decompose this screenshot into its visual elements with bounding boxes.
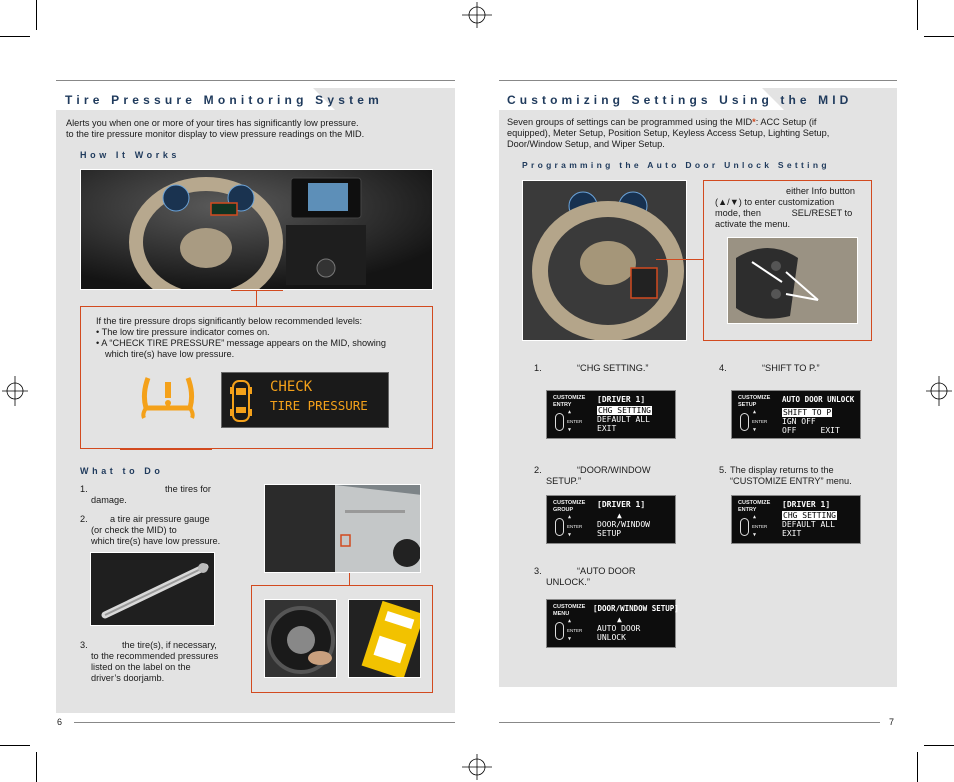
mid-line-check: CHECK	[270, 379, 313, 395]
dashboard-photo	[80, 169, 433, 290]
callout-bullet-2b: which tire(s) have low pressure.	[105, 349, 235, 359]
right-page-panel	[499, 88, 897, 687]
car-door-photo	[264, 484, 421, 573]
right-step2-text-b: SETUP.”	[546, 476, 582, 486]
steering-wheel-photo	[522, 180, 687, 341]
left-page-title: Tire Pressure Monitoring System	[65, 93, 384, 107]
step3-text-c: listed on the label on the	[91, 662, 191, 672]
right-step3-text-b: UNLOCK.”	[546, 577, 590, 587]
up-arrow-icon: ▲	[568, 618, 572, 624]
screen-label: CUSTOMIZE SETUP	[738, 395, 771, 408]
enter-label: ENTER	[567, 628, 583, 633]
right-step5-text-a: The display returns to the	[730, 465, 834, 475]
tire-gauge-photo	[90, 552, 215, 626]
screen-line-1: [DRIVER 1]	[597, 395, 646, 404]
mid-screen-5	[731, 495, 861, 544]
step3-text-a: the tire(s), if necessary,	[122, 640, 217, 650]
page-number-right: 7	[889, 717, 895, 727]
screen-label: CUSTOMIZE MENU	[553, 604, 586, 617]
screen-line-3: IGN OFF	[782, 417, 816, 426]
mid-tire-display	[221, 372, 389, 428]
enter-label: ENTER	[752, 524, 768, 529]
screen-label: CUSTOMIZE GROUP	[553, 500, 586, 513]
mid-screen-1	[546, 390, 676, 439]
right-step5-number: 5.	[719, 465, 727, 475]
up-arrow-icon: ▲	[568, 409, 572, 415]
screen-label: CUSTOMIZE ENTRY	[738, 500, 771, 513]
right-intro-1	[507, 117, 816, 128]
screen-line-4: OFF EXIT	[782, 426, 840, 435]
right-intro-3: Door/Window Setup, and Wiper Setup.	[507, 139, 665, 149]
right-page-title: Customizing Settings Using the MID	[507, 93, 853, 107]
buttons-closeup-illustration	[728, 238, 858, 324]
callout-bullet-2a: • A “CHECK TIRE PRESSURE” message appears on the MID, showing	[96, 338, 387, 348]
right-step1-text: “CHG SETTING.”	[577, 363, 649, 373]
inflating-tire-photo	[264, 599, 337, 678]
right-step1-number: 1.	[534, 363, 542, 373]
screen-line-2: ▲	[617, 511, 622, 520]
down-arrow-icon: ▼	[568, 532, 572, 538]
callout-line-1: either Info button	[786, 186, 855, 196]
right-intro-2: equipped), Meter Setup, Position Setup, Keyless Access Setup, Lighting Setup,	[507, 128, 830, 138]
up-arrow-icon: ▲	[753, 409, 757, 415]
registration-mark-top	[458, 0, 496, 30]
registration-mark-right	[924, 372, 954, 410]
screen-line-3: DEFAULT ALL	[782, 520, 835, 529]
screen-line-4: UNLOCK	[597, 633, 626, 642]
enter-knob-icon	[740, 518, 749, 536]
step3-text-b: to the recommended pressures	[91, 651, 219, 661]
mid-screen-4	[731, 390, 861, 439]
callout-line-2: (▲/▼) to enter customization	[715, 197, 835, 207]
mid-line-tire-pressure: TIRE PRESSURE	[270, 398, 368, 413]
steering-wheel-illustration	[523, 181, 687, 341]
dashboard-illustration	[81, 170, 433, 290]
callout-line-3: mode, then SEL/RESET to	[715, 208, 853, 218]
car-door-illustration	[265, 485, 421, 573]
registration-mark-left	[0, 372, 30, 410]
screen-line-2-selected: SHIFT TO P	[783, 408, 832, 417]
page-number-left: 6	[57, 717, 63, 727]
enter-label: ENTER	[752, 419, 768, 424]
screen-line-2: ▲	[617, 615, 622, 624]
up-arrow-icon: ▲	[568, 514, 572, 520]
left-intro-1: Alerts you when one or more of your tires has significantly low pressure.	[66, 118, 359, 128]
what-to-do-heading: What to Do	[80, 466, 164, 476]
right-step5-text-b: “CUSTOMIZE ENTRY” menu.	[730, 476, 852, 486]
enter-knob-icon	[740, 413, 749, 431]
tire-inflate-illustration	[265, 600, 337, 678]
down-arrow-icon: ▼	[753, 427, 757, 433]
screen-line-2-selected: CHG SETTING	[598, 406, 651, 415]
doorjamb-label-photo	[348, 599, 421, 678]
programming-heading: Programming the Auto Door Unlock Setting	[522, 160, 830, 170]
enter-label: ENTER	[567, 419, 583, 424]
callout-line-4: activate the menu.	[715, 219, 791, 229]
asterisk-mark: *	[752, 117, 756, 127]
screen-line-4: EXIT	[597, 424, 617, 433]
down-arrow-icon: ▼	[568, 427, 572, 433]
callout-bullet-1: • The low tire pressure indicator comes on.	[96, 327, 270, 337]
how-it-works-heading: How It Works	[80, 150, 181, 160]
step2-text-b: (or check the MID) to	[91, 525, 177, 535]
screen-line-1: [DRIVER 1]	[597, 500, 646, 509]
screen-line-3: DOOR/WINDOW	[597, 520, 650, 529]
right-intro-1b: : ACC Setup (if	[755, 117, 817, 127]
screen-label: CUSTOMIZE ENTRY	[553, 395, 586, 408]
enter-knob-icon	[555, 413, 564, 431]
screen-line-3: AUTO DOOR	[597, 624, 641, 633]
door-label-illustration	[349, 600, 421, 678]
enter-knob-icon	[555, 622, 564, 640]
callout-intro: If the tire pressure drops significantly below recommended levels:	[96, 316, 363, 326]
right-step4-text: “SHIFT TO P.”	[762, 363, 820, 373]
step2-text-c: which tire(s) have low pressure.	[91, 536, 221, 546]
tire-gauge-illustration	[91, 553, 215, 626]
right-step3-text-a: “AUTO DOOR	[577, 566, 636, 576]
step1-number: 1.	[80, 484, 88, 494]
mid-screen-3	[546, 599, 679, 648]
enter-knob-icon	[555, 518, 564, 536]
car-top-view-icon	[230, 379, 252, 423]
step2-text-a: a tire air pressure gauge	[110, 514, 210, 524]
right-step3-number: 3.	[534, 566, 542, 576]
down-arrow-icon: ▼	[753, 532, 757, 538]
step1-text-a: the tires for	[165, 484, 211, 494]
down-arrow-icon: ▼	[568, 636, 572, 642]
screen-line-1: AUTO DOOR UNLOCK	[782, 395, 855, 404]
screen-line-4: EXIT	[782, 529, 802, 538]
screen-line-4: SETUP	[597, 529, 622, 538]
screen-line-1: [DOOR/WINDOW SETUP]	[593, 604, 679, 613]
step1-text-b: damage.	[91, 495, 127, 505]
step2-number: 2.	[80, 514, 88, 524]
right-intro-1a: Seven groups of settings can be programmed using the MID	[507, 117, 753, 127]
screen-line-3: DEFAULT ALL	[597, 415, 650, 424]
tpms-warning-icon	[138, 370, 198, 422]
step3-text-d: driver’s doorjamb.	[91, 673, 165, 683]
info-buttons-closeup	[727, 237, 858, 324]
screen-line-2-selected: CHG SETTING	[783, 511, 836, 520]
step3-number: 3.	[80, 640, 88, 650]
right-step2-text-a: “DOOR/WINDOW	[577, 465, 651, 475]
registration-mark-bottom	[458, 752, 496, 782]
up-arrow-icon: ▲	[753, 514, 757, 520]
enter-label: ENTER	[567, 524, 583, 529]
mid-screen-2	[546, 495, 676, 544]
left-intro-2: to the tire pressure monitor display to view pressure readings on the MID.	[66, 129, 365, 139]
screen-line-1: [DRIVER 1]	[782, 500, 831, 509]
right-step4-number: 4.	[719, 363, 727, 373]
right-step2-number: 2.	[534, 465, 542, 475]
